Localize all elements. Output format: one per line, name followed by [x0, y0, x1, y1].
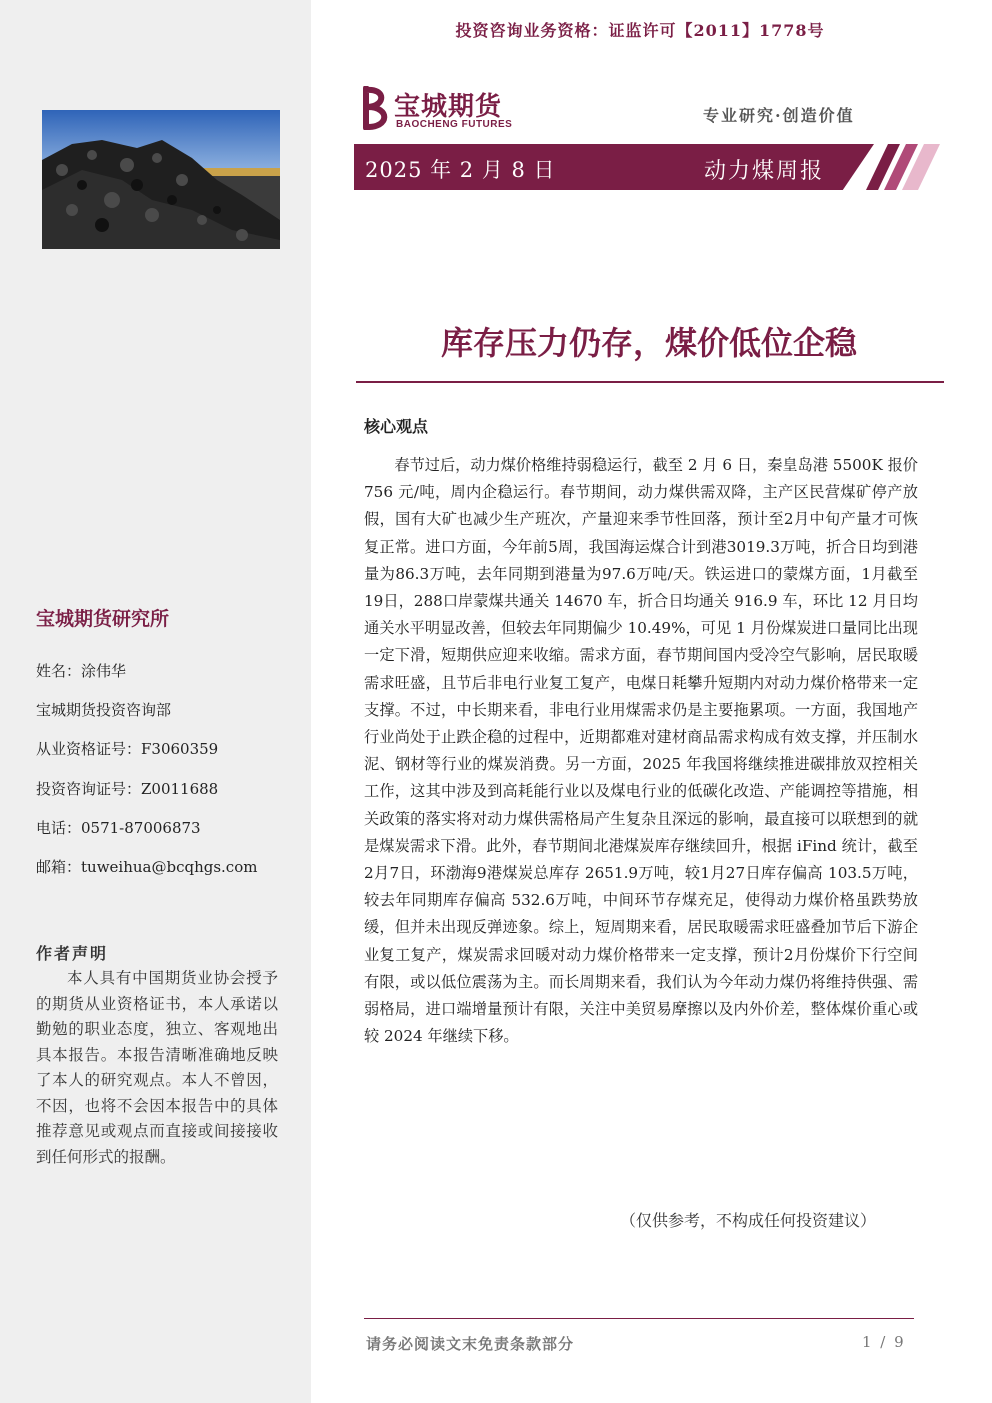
author-statement-text: 本人具有中国期货业协会授予的期货从业资格证书，本人承诺以勤勉的职业态度，独立、客观地出具本报告。本报告清晰准确地反映了本人的研究观点。本人不曾因，不因，也将不会因本报告中的具体推荐意见或观点而直接或间接接收到任何形式的报酬。	[36, 969, 278, 1166]
disclaimer: （仅供参考，不构成任何投资建议）	[620, 1211, 877, 1230]
author-statement-heading: 作者声明	[36, 944, 109, 963]
license-text: 投资咨询业务资格：证监许可【2011】1778号	[455, 21, 825, 40]
footer-divider	[364, 1318, 914, 1319]
slogan: 专业研究·创造价值	[703, 106, 855, 125]
department: 宝城期货投资咨询部	[36, 701, 172, 719]
author-name: 姓名：涂伟华	[36, 662, 127, 680]
author-statement	[36, 966, 278, 1170]
core-paragraph: 春节过后，动力煤价格维持弱稳运行，截至 2 月 6 日，秦皇岛港 5500K 报价 756 元/吨，周内企稳运行。春节期间，动力煤供需双降，主产区民营煤矿停产放假，国有大矿也减少生产班次，产量迎来季节性回落，预计至2月中旬产量才可恢复正常。进口方面，今年前5周，我国海运煤合计到港3019.3万吨，折合日均到港量为86.3万吨，去年同期到港量为97.6万吨/天。铁运进口的蒙煤方面，1月截至19日，288口岸蒙煤共通关 14670 车，折合日均通关 916.9 车，环比 12 月日均通关水平明显改善，但较去年同期偏少 10.49%，可见 1 月份煤炭进口量同比出现一定下滑，短期供应迎来收缩。需求方面，春节期间国内受冷空气影响，居民取暖需求旺盛，且节后非电行业复工复产，电煤日耗攀升短期内对动力煤价格带来一定支撑。不过，中长期来看，非电行业用煤需求仍是主要拖累项。一方面，我国地产行业尚处于止跌企稳的过程中，近期都难对建材商品需求构成有效支撑，并压制水泥、钢材等行业的煤炭消费。另一方面，2025 年我国将继续推进碳排放双控相关工作，这其中涉及到高耗能行业以及煤电行业的低碳化改造、产能调控等措施，相关政策的落实将对动力煤供需格局产生复杂且深远的影响，最直接可以联想到的就是煤炭需求下滑。此外，春节期间北港煤炭库存继续回升，根据 iFind 统计，截至2月7日，环渤海9港煤炭总库存 2651.9万吨，较1月27日库存偏高 103.5万吨，较去年同期库存偏高 532.6万吨，中间环节存煤充足，使得动力煤价格虽跌势放缓，但并未出现反弹迹象。综上，短周期来看，居民取暖需求旺盛叠加节后下游企业复工复产，煤炭需求回暖对动力煤价格带来一定支撑，预计2月份煤价下行空间有限，或以低位震荡为主。而长周期来看，我们认为今年动力煤仍将维持供强、需弱格局，进口端增量预计有限，关注中美贸易摩擦以及内外价差，整体煤价重心或较 2024 年继续下移。	[364, 456, 918, 1046]
qualification-number: 从业资格证号：F3060359	[36, 740, 219, 758]
page-title: 库存压力仍存，煤价低位企稳	[440, 324, 857, 362]
email: 邮箱：tuweihua@bcqhgs.com	[36, 858, 258, 876]
logo-mark-icon	[360, 86, 392, 130]
core-body	[364, 452, 918, 1050]
date-banner	[354, 144, 940, 190]
page-number: 1 / 9	[862, 1333, 906, 1351]
institute-name: 宝城期货研究所	[36, 608, 170, 630]
logo-chinese-name: 宝城期货	[394, 92, 503, 122]
coal-photo	[42, 110, 280, 249]
report-type: 动力煤周报	[704, 159, 825, 184]
report-date: 2025 年 2 月 8 日	[365, 158, 556, 182]
footer-notice: 请务必阅读文末免责条款部分	[366, 1335, 575, 1353]
core-heading: 核心观点	[364, 417, 429, 436]
logo-english-name: BAOCHENG FUTURES	[396, 119, 513, 130]
consulting-number: 投资咨询证号：Z0011688	[36, 780, 219, 798]
company-logo	[360, 86, 530, 134]
phone: 电话：0571-87006873	[36, 819, 201, 837]
banner-stripes-icon	[866, 144, 940, 190]
title-divider	[356, 381, 944, 383]
